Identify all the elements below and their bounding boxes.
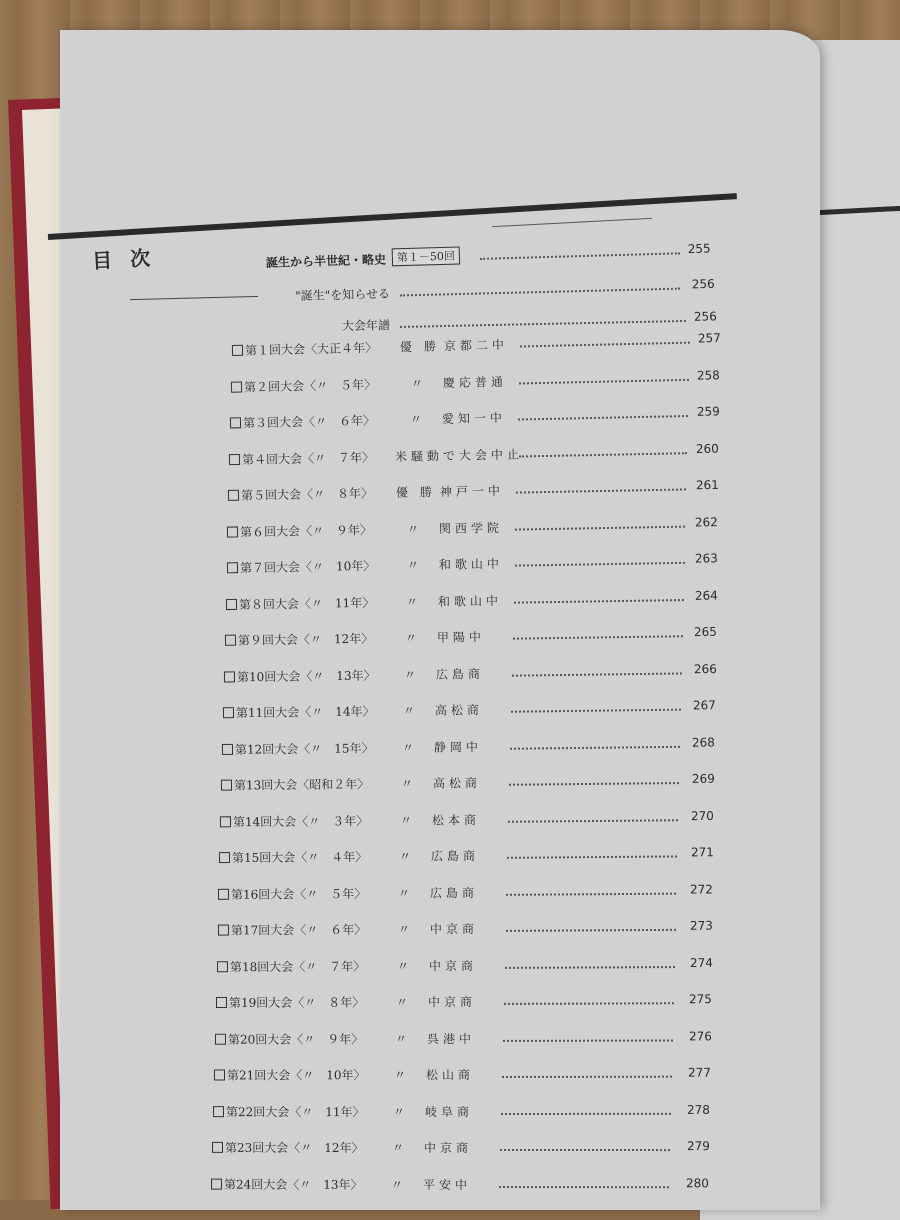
page-number: 275 [688,992,712,1007]
checkbox-icon [231,381,242,392]
checkbox-icon [220,816,231,827]
winner-name: 中京商 [423,1140,473,1155]
checkbox-icon [219,852,230,863]
entry-label [215,1030,363,1047]
page-number: 277 [687,1065,711,1080]
entry-label [226,593,375,612]
toc-entry-row [224,661,754,690]
winner-name: 高松商 [434,703,484,718]
entry-label-text: 第12回大会〈〃 15年〉 [234,740,374,757]
leader-dots [516,488,686,493]
toc-entry-row [227,551,757,582]
ditto-mark: 〃 [409,412,423,427]
checkbox-icon [227,526,238,537]
toc-entry-row [221,771,751,798]
toc-entry-row [217,955,747,980]
checkbox-icon [229,453,240,464]
header-rule [492,218,652,227]
leader-dots [499,1186,669,1188]
leader-dots [520,342,690,348]
ditto-mark: 〃 [406,521,420,536]
checkbox-icon [227,562,238,573]
entry-label [211,1175,363,1192]
entry-label [227,521,372,541]
header-band [48,193,737,240]
leader-dots [502,1076,672,1078]
ditto-mark: 〃 [405,594,419,609]
entry-label-text: 第３回大会〈〃 ６年〉 [242,413,376,431]
leader-dots [501,1112,671,1114]
section-row [100,276,740,314]
entry-label-text: 第22回大会〈〃 11年〉 [225,1104,365,1119]
entry-label-text: 第２回大会〈〃 ５年〉 [243,377,377,394]
entry-label [212,1139,364,1156]
toc-entry-row [227,514,757,545]
winner-name: 慶応普通 [442,374,508,390]
entry-label-text: 第24回大会〈〃 13年〉 [223,1177,363,1192]
entry-label-text: 第６回大会〈〃 ９年〉 [239,522,373,539]
entry-label [219,848,367,866]
entry-label [221,775,369,794]
entry-label [222,739,374,758]
section-rule [130,296,258,300]
toc-entry-row [230,404,760,437]
leader-dots [519,452,687,457]
page-number: 266 [693,661,717,676]
toc-entry-row [211,1175,741,1198]
winner-name: 神戸一中 [439,483,505,499]
entry-label-text: 第９回大会〈〃 12年〉 [237,631,374,648]
checkbox-icon [214,1069,225,1080]
entry-label [218,921,366,939]
leader-dots [510,745,680,749]
checkbox-icon [228,490,239,501]
page-number: 257 [697,330,721,346]
ditto-mark: 〃 [398,849,412,864]
winner-name: 岐阜商 [424,1104,474,1119]
toc-entry-row [216,992,746,1016]
leader-dots [504,1002,674,1005]
leader-dots [515,562,685,567]
toc-entry-row [226,587,756,617]
winner-name: 松本商 [431,812,481,827]
checkbox-icon [211,1178,222,1189]
leader-dots [505,966,675,969]
toc-entry-row [220,808,750,835]
entry-label-text: 第17回大会〈〃 ６年〉 [230,922,367,938]
page-number: 278 [686,1102,710,1117]
entry-label-text: 第11回大会〈〃 14年〉 [235,704,375,721]
winner-name: 和歌山中 [437,593,503,609]
entry-label [218,884,366,902]
winner-name: 広島商 [430,849,480,864]
winner-name: 関西学院 [438,520,504,536]
leader-dots [506,929,676,932]
entry-label-text: 第10回大会〈〃 13年〉 [236,668,376,684]
page-number: 273 [689,918,713,933]
entry-label [213,1103,365,1120]
ditto-mark: 〃 [403,667,417,682]
entry-label-text: 第15回大会〈〃 ４年〉 [231,849,368,866]
ditto-mark: 〃 [393,1068,407,1083]
toc-entry-row [212,1139,742,1161]
page-number: 276 [688,1028,712,1043]
page-number: 280 [685,1175,709,1190]
ditto-mark: 〃 [404,631,418,646]
entry-label-text: 第20回大会〈〃 ９年〉 [227,1031,364,1047]
leader-dots [503,1039,673,1041]
winner-name: 広島商 [429,885,479,900]
entry-label [220,812,368,830]
leader-dots [480,252,680,260]
ditto-mark: 〃 [401,740,415,755]
checkbox-icon [226,598,237,609]
toc-entry-row [218,882,748,908]
entry-label [214,1066,366,1083]
toc-entry-row [231,367,761,400]
checkbox-icon [223,707,234,718]
ditto-mark: 〃 [390,1177,404,1192]
entry-label-text: 第16回大会〈〃 ５年〉 [230,886,367,902]
winner-name: 中京商 [427,995,477,1010]
ditto-mark: 〃 [410,376,424,391]
checkbox-icon [222,743,233,754]
page-title: 目次 [91,245,169,273]
leader-dots [506,892,676,895]
entry-label [228,484,373,504]
toc-entry-row [215,1029,745,1052]
leader-dots [514,599,684,604]
checkbox-icon [212,1142,223,1153]
page-number: 279 [686,1139,710,1154]
entry-label [217,957,365,975]
entry-label [230,411,375,431]
ditto-mark: 〃 [406,558,420,573]
page-number: 272 [689,881,713,897]
toc-entry-row [223,698,753,726]
ditto-mark: 優 勝 [399,339,437,355]
checkbox-icon [224,671,235,682]
checkbox-icon [221,780,232,791]
page-number: 262 [694,514,718,529]
toc-entry-row [222,735,752,763]
checkbox-icon [225,635,236,646]
ditto-mark: 〃 [394,1031,408,1046]
leader-dots [500,1149,670,1151]
section-label: 誕生から半世紀・略史 [265,252,387,270]
checkbox-icon [218,888,229,899]
winner-name: 愛知一中 [441,410,507,427]
winner-name: 広島商 [435,666,485,682]
entry-label-text: 第14回大会〈〃 ３年〉 [232,813,369,829]
toc-entry-row [213,1102,743,1124]
page-number: 260 [695,441,719,456]
leader-dots [400,320,686,328]
winner-name: 京都二中 [443,337,509,354]
winner-name: 平安中 [422,1177,472,1192]
ditto-mark: 〃 [399,813,413,828]
ditto-mark: 〃 [392,1104,406,1119]
checkbox-icon [218,925,229,936]
leader-dots [513,635,683,639]
page-number: 270 [690,808,714,823]
toc-entry-row [219,845,749,871]
checkbox-icon [213,1106,224,1117]
entry-label [227,557,376,576]
leader-dots [507,855,677,858]
checkbox-icon [232,345,243,356]
page-number: 265 [693,624,717,640]
page-number: 258 [696,367,720,383]
winner-name: 静岡中 [433,739,483,755]
winner-name: 松山商 [425,1068,475,1083]
ditto-mark: 優 勝 [395,485,433,500]
leader-dots [509,782,679,786]
checkbox-icon [230,417,241,428]
winner-name: 中京商 [428,958,478,973]
toc-entry-row [214,1066,744,1089]
entry-label [229,448,374,468]
entry-label-text: 第１回大会〈大正４年〉 [244,340,378,358]
page-number: 255 [687,241,711,257]
ditto-mark: 〃 [391,1140,405,1155]
page-number: 264 [694,588,718,603]
ditto-mark: 〃 [402,703,416,719]
winner-name: 高松商 [432,776,482,791]
toc-entry-row [229,440,759,472]
range-box: 第１－50回 [392,246,460,266]
winner-name: 中京商 [429,922,479,937]
page-number: 267 [692,698,716,713]
entry-label-text: 第21回大会〈〃 10年〉 [226,1068,366,1083]
checkbox-icon [217,961,228,972]
entry-label-text: 第４回大会〈〃 ７年〉 [241,449,375,467]
toc-entry-row [218,918,748,943]
checkbox-icon [216,997,227,1008]
entry-label [231,375,376,395]
ditto-mark: 〃 [397,922,411,937]
entry-label-text: 第19回大会〈〃 ８年〉 [228,995,365,1010]
ditto-mark: 〃 [396,958,410,973]
toc-entry-row [228,477,758,509]
page-number: 261 [695,477,719,493]
toc-entry-row [225,624,755,654]
winner-name: 米騒動で大会中止 [394,446,524,464]
page-number: 271 [690,845,714,860]
ditto-mark: 〃 [400,776,414,791]
page-number: 269 [691,771,715,786]
page-number: 268 [691,734,715,750]
entry-label [224,666,376,685]
page-number: 263 [694,551,718,566]
leader-dots [515,525,685,530]
winner-name: 呉港中 [426,1031,476,1046]
entry-label [232,339,377,359]
checkbox-icon [215,1033,226,1044]
page-number: 259 [696,404,720,419]
section-row [140,241,740,280]
entry-label-text: 第18回大会〈〃 ７年〉 [229,959,366,974]
entry-label-text: 第13回大会〈昭和２年〉 [233,777,370,793]
leader-dots [518,415,688,421]
leader-dots [519,378,689,384]
winner-name: 甲陽中 [436,630,486,645]
leader-dots [511,709,681,713]
entry-label-text: 第８回大会〈〃 11年〉 [238,595,375,612]
entry-label [216,993,364,1011]
leader-dots [508,819,678,823]
winner-name: 和歌山中 [438,556,504,572]
ditto-mark: 〃 [397,886,411,901]
section-label: "誕生"を知らせる [295,286,391,304]
section-label: 大会年譜 [341,318,391,334]
entry-label [225,630,374,649]
entry-label [223,702,375,721]
page-number: 256 [691,276,715,292]
entry-label-text: 第23回大会〈〃 12年〉 [224,1140,364,1155]
leader-dots [400,288,680,297]
page-number: 274 [689,955,713,970]
page-number: 256 [693,309,717,324]
leader-dots [512,672,682,676]
entry-label-text: 第５回大会〈〃 ８年〉 [240,486,374,503]
entry-label-text: 第７回大会〈〃 10年〉 [239,558,376,576]
ditto-mark: 〃 [395,995,409,1010]
